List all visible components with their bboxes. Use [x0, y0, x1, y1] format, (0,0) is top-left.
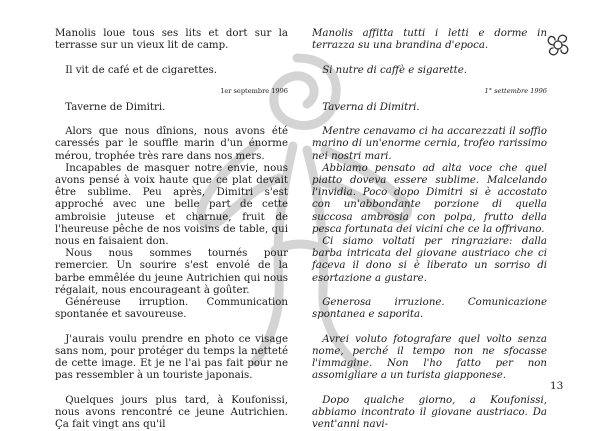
french-date: 1er septembre 1996 — [220, 86, 288, 95]
italian-paragraph: Taverna di Dimitri. — [322, 101, 420, 113]
french-paragraph: Taverne de Dimitri. — [65, 101, 166, 113]
french-paragraph: Incapables de masquer notre envie, nous avons pensé à voix haute que ce plat devait être sublime. Peu après, Dimitri s'est approché avec une belle part de cette ambroisie juteuse et charnue, fruit de l'heureuse pêche de nos voisins de table, qui nous en faisaient don. — [55, 162, 288, 248]
italian-column — [312, 28, 547, 431]
french-paragraph: Alors que nous dînions, nous avons été caressés par le souffle marin d'un énorme mérou, trophée très rare dans nos mers. — [55, 126, 288, 162]
italian-paragraph: Avrei voluto fotografare quel volto senza nome, perché il tempo non ne sfocasse l'immagine. Non l'ho fatto per non assomigliare a un turista giapponese. — [312, 333, 547, 382]
italian-paragraph: Si nutre di caffè e sigarette. — [322, 64, 468, 76]
italian-date: 1° settembre 1996 — [484, 86, 547, 95]
page-number: 13 — [550, 380, 564, 392]
french-paragraph: Quelques jours plus tard, à Koufonissi, nous avons rencontré ce jeune Autrichien. Ça fait vingt ans qu'il — [55, 394, 288, 431]
french-paragraph: Nous nous sommes tournés pour remercier. Un sourire s'est envolé de la barbe emmêlée du jeune Autrichien qui nous régalait, nous encourageant à goûter. — [55, 248, 288, 296]
italian-paragraph: Generosa irruzione. Comunicazione spontanea e saporita. — [312, 297, 547, 321]
italian-paragraph: Dopo qualche giorno, a Koufonissi, abbiamo incontrato il giovane austriaco. Da vent'anni navi- — [312, 394, 547, 431]
ornament-logo-icon — [543, 30, 573, 60]
french-paragraph: Il vit de café et de cigarettes. — [65, 64, 217, 76]
french-paragraph: J'aurais voulu prendre en photo ce visage sans nom, pour protéger du temps la netteté de cette image. Et je ne l'ai pas fait pour ne pas ressembler à un touriste japonais. — [55, 333, 288, 382]
french-paragraph: Généreuse irruption. Communication spontanée et savoureuse. — [55, 297, 288, 321]
italian-paragraph: Mentre cenavamo ci ha accarezzati il soffio marino di un'enorme cernia, trofeo rarissimo nei nostri mari. — [312, 126, 547, 162]
italian-paragraph: Manolis affitta tutti i letti e dorme in terrazza su una brandina d'epoca. — [312, 28, 547, 52]
italian-paragraph: Ci siamo voltati per ringraziare: dalla barba intricata del giovane austriaco che ci faceva il dono si è liberato un sorriso di esortazione a gustare. — [312, 236, 547, 284]
french-paragraph: Manolis loue tous ses lits et dort sur la terrasse sur un vieux lit de camp. — [55, 28, 288, 52]
french-column — [55, 28, 288, 431]
italian-paragraph: Abbiamo pensato ad alta voce che quel piatto doveva essere sublime. Malcelando l'invidia. Poco dopo Dimitri si è accostato con un'abbondante porzione di quella succosa ambrosia con polpa, frutto della pesca fortunata dei vicini che ce la offrivano. — [312, 162, 547, 235]
